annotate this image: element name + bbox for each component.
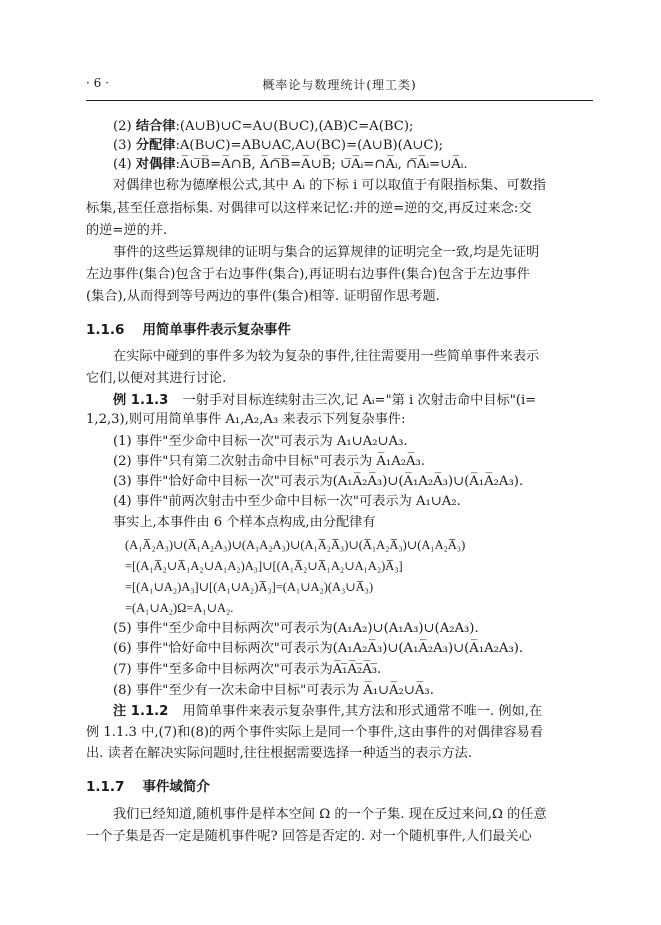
example-heading-line (113, 392, 536, 410)
section-heading-1-1-6 (86, 318, 291, 338)
paragraph-line: 我们已经知道,随机事件是样本空间 Ω 的一个子集. 现在反过来问,Ω 的任意 (113, 807, 547, 822)
law-distributive (113, 137, 443, 155)
example-item: (8) 事件"至少有一次未命中目标"可表示为 A̅₁∪A̅₂∪A̅₃. (113, 683, 434, 698)
example-item: (4) 事件"前两次射击中至少命中目标一次"可表示为 A₁∪A₂. (113, 494, 461, 509)
law-duality (113, 156, 468, 174)
paragraph-line: 出. 读者在解决实际问题时,往往根据需要选择一种适当的表示方法. (86, 746, 473, 761)
derivation-line: (A₁A̅₂A₃)∪(A̅₁A₂A₃)∪(A₁A₂A₃)∪(A₁A̅₂A̅₃)∪(A̅₁A₂A̅₃)∪(A₁A₂A̅₃) (125, 538, 466, 552)
section-title: 事件域简介 (142, 779, 210, 795)
paragraph-line: 标集,甚至任意指标集. 对偶律可以这样来记忆:并的逆=逆的交,再反过来念:交 (86, 201, 532, 216)
derivation-line: =[(A₁A̅₂∪A̅₁A₂∪A₁A₂)A₃]∪[(A₁A̅₂∪A̅₁A₂∪A₁A₂)A̅₃] (125, 559, 403, 573)
law-associative (113, 118, 413, 136)
derivation-line: =(A₁∪A₂)Ω=A₁∪A₂. (125, 601, 234, 615)
law-formula: :A̅∪̅B̅=A̅∩B̅, A̅∩̅B̅=A̅∪B̅; ∪̅A̅ᵢ=∩A̅ᵢ, ∩̅A̅ᵢ=∪A̅ᵢ. (175, 157, 468, 172)
law-name: 对偶律 (135, 157, 176, 172)
example-item: (7) 事件"至多命中目标两次"可表示为A̅₁̅A̅₂̅A̅₃̅. (113, 662, 382, 677)
law-name: 结合律 (135, 119, 176, 134)
law-formula: :(A∪B)∪C=A∪(B∪C),(AB)C=A(BC); (175, 119, 414, 134)
law-number: (2) (113, 119, 132, 134)
paragraph-line: 它们,以便对其进行讨论. (86, 371, 227, 386)
paragraph-line: 事件的这些运算规律的证明与集合的运算规律的证明完全一致,均是先证明 (113, 245, 540, 260)
example-item: (2) 事件"只有第二次射击命中目标"可表示为 A̅₁A₂A̅₃. (113, 454, 426, 469)
paragraph-line: 一个子集是否一定是随机事件呢? 回答是否定的. 对一个随机事件,人们最关心 (86, 829, 532, 844)
example-label: 例 1.1.3 (113, 393, 169, 408)
header-rule (86, 100, 593, 101)
paragraph-line: 事实上,本事件由 6 个样本点构成,由分配律有 (113, 515, 376, 530)
paragraph-line: 对偶律也称为德摩根公式,其中 Aᵢ 的下标 i 可以取值于有限指标集、可数指 (113, 178, 546, 193)
example-item: (6) 事件"恰好命中目标两次"可表示为(A₁A₂A̅₃)∪(A₁A̅₂A₃)∪(A̅₁A₂A₃). (113, 641, 524, 656)
page-number: · 6 · (86, 76, 109, 90)
section-number: 1.1.6 (86, 322, 125, 338)
law-formula: :A(B∪C)=AB∪AC,A∪(BC)=(A∪B)(A∪C); (175, 138, 444, 153)
paragraph-line: (集合),从而得到等号两边的事件(集合)相等. 证明留作思考题. (86, 289, 440, 304)
example-item: (3) 事件"恰好命中目标一次"可表示为(A₁A̅₂A̅₃)∪(A̅₁A₂A̅₃)∪(A̅₁A̅₂A₃). (113, 474, 524, 489)
note-text: 用简单事件来表示复杂事件,其方法和形式通常不唯一. 例如,在 (182, 704, 543, 719)
paragraph-line: 的逆=逆的并. (86, 223, 168, 238)
running-title: 概率论与数理统计(理工类) (262, 78, 417, 92)
running-header (86, 76, 593, 96)
law-number: (3) (113, 138, 132, 153)
paragraph-line: 1,2,3),则可用简单事件 A₁,A₂,A₃ 来表示下列复杂事件: (86, 412, 406, 427)
note-heading-line (113, 703, 542, 721)
paragraph-line: 在实际中碰到的事件多为较为复杂的事件,往往需要用一些简单事件来表示 (113, 349, 540, 364)
law-number: (4) (113, 157, 132, 172)
example-item: (1) 事件"至少命中目标一次"可表示为 A₁∪A₂∪A₃. (113, 434, 408, 449)
section-title: 用简单事件表示复杂事件 (142, 322, 291, 338)
paragraph-line: 左边事件(集合)包含于右边事件(集合),再证明右边事件(集合)包含于左边事件 (86, 267, 530, 282)
paragraph-line: 例 1.1.3 中,(7)和(8)的两个事件实际上是同一个事件,这由事件的对偶律容易看 (86, 725, 543, 740)
section-heading-1-1-7 (86, 775, 210, 795)
example-item: (5) 事件"至少命中目标两次"可表示为(A₁A₂)∪(A₁A₃)∪(A₂A₃). (113, 621, 479, 636)
derivation-line: =[(A₁∪A₂)A₃]∪[(A₁∪A₂)A̅₃]=(A₁∪A₂)(A₃∪A̅₃) (125, 580, 374, 594)
example-text: 一射手对目标连续射击三次,记 Aᵢ="第 i 次射击命中目标"(i= (182, 393, 537, 408)
note-label: 注 1.1.2 (113, 704, 169, 719)
law-name: 分配律 (135, 138, 176, 153)
section-number: 1.1.7 (86, 779, 125, 795)
